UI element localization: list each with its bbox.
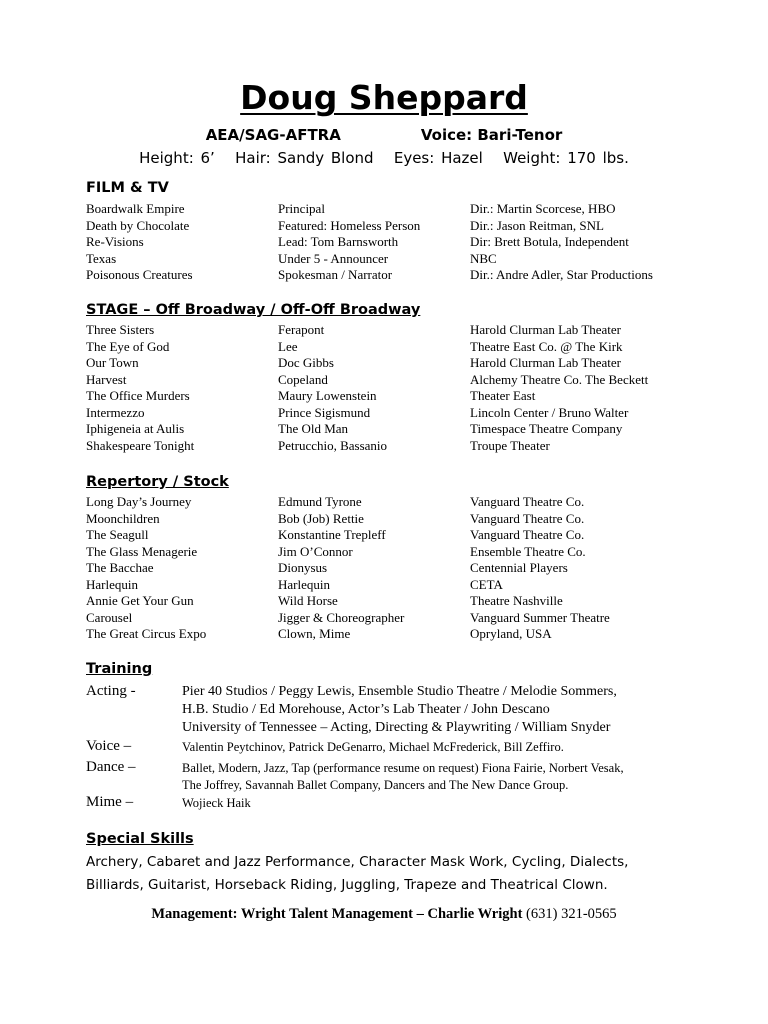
acting-line: Pier 40 Studios / Peggy Lewis, Ensemble Studio Theatre / Melodie Sommers, <box>182 684 617 699</box>
repertory-row <box>86 527 726 544</box>
voice-type: Voice: Bari-Tenor <box>420 126 563 144</box>
production-title: Boardwalk Empire <box>86 201 185 216</box>
union-voice-line <box>0 126 768 144</box>
actor-name: Doug Sheppard <box>240 78 528 117</box>
stage-row <box>86 322 726 339</box>
film-tv-heading: FILM & TV <box>86 180 169 196</box>
voice-training: Valentin Peytchinov, Patrick DeGenarro, Michael McFrederick, Bill Zeffiro. <box>182 740 564 754</box>
production-title: The Eye of God <box>86 338 170 354</box>
voice-label: Voice – <box>86 738 132 754</box>
production-title: The Office Murders <box>86 388 190 403</box>
role: Jigger & Choreographer <box>278 609 405 625</box>
company: Vanguard Theatre Co. <box>470 510 585 526</box>
role: Bob (Job) Rettie <box>278 510 364 526</box>
acting-line: University of Tennessee – Acting, Directing & Playwriting / William Snyder <box>182 720 611 735</box>
stage-row <box>86 372 726 389</box>
skills-line: Billiards, Guitarist, Horseback Riding, Juggling, Trapeze and Theatrical Clown. <box>86 877 608 893</box>
production-title: The Glass Menagerie <box>86 543 198 559</box>
stage-list <box>86 322 726 454</box>
role: Featured: Homeless Person <box>278 217 421 233</box>
company: Timespace Theatre Company <box>470 421 623 436</box>
company: Troupe Theater <box>470 437 550 453</box>
company: Dir.: Andre Adler, Star Productions <box>470 267 653 282</box>
management-label: Management: Wright Talent Management – Charlie Wright <box>151 906 523 922</box>
role: Principal <box>278 201 325 216</box>
company: Centennial Players <box>470 560 568 575</box>
role: Wild Horse <box>278 593 338 608</box>
skills-heading: Special Skills <box>86 831 194 847</box>
role: Ferapont <box>278 322 325 337</box>
stage-row <box>86 438 726 455</box>
role: Doc Gibbs <box>278 355 334 370</box>
stage-heading: STAGE – Off Broadway / Off-Off Broadway <box>86 302 421 318</box>
acting-line: H.B. Studio / Ed Morehouse, Actor’s Lab Theater / John Descano <box>182 702 550 717</box>
production-title: Moonchildren <box>86 510 160 526</box>
production-title: The Great Circus Expo <box>86 626 207 641</box>
company: Harold Clurman Lab Theater <box>470 355 622 370</box>
company: Alchemy Theatre Co. The Beckett <box>470 371 649 387</box>
production-title: Poisonous Creatures <box>86 267 193 282</box>
physical-stats: Height: 6’ Hair: Sandy Blond Eyes: Hazel Weight: 170 lbs. <box>139 149 629 167</box>
stage-row <box>86 421 726 438</box>
company: Vanguard Theatre Co. <box>470 527 585 542</box>
film-tv-list <box>86 201 726 284</box>
company: Lincoln Center / Bruno Walter <box>470 404 629 420</box>
dance-line: Ballet, Modern, Jazz, Tap (performance resume on request) Fiona Fairie, Norbert Vesak, <box>182 761 624 775</box>
role: Lee <box>278 338 298 354</box>
repertory-heading: Repertory / Stock <box>86 474 229 490</box>
production-title: Iphigeneia at Aulis <box>86 421 185 436</box>
acting-label: Acting - <box>86 683 136 699</box>
film-tv-row <box>86 234 726 251</box>
production-title: Annie Get Your Gun <box>86 593 194 608</box>
role: Spokesman / Narrator <box>278 267 393 282</box>
role: Konstantine Trepleff <box>278 527 386 542</box>
production-title: Three Sisters <box>86 322 155 337</box>
company: NBC <box>470 250 497 266</box>
company: Dir: Brett Botula, Independent <box>470 234 629 249</box>
role: Lead: Tom Barnsworth <box>278 234 399 249</box>
repertory-row <box>86 593 726 610</box>
production-title: Long Day’s Journey <box>86 494 192 509</box>
production-title: Our Town <box>86 355 139 370</box>
production-title: Re-Visions <box>86 234 144 249</box>
company: Theater East <box>470 388 536 403</box>
repertory-row <box>86 544 726 561</box>
role: Prince Sigismund <box>278 404 371 420</box>
repertory-row <box>86 560 726 577</box>
repertory-row <box>86 610 726 627</box>
company: Opryland, USA <box>470 626 552 641</box>
role: Jim O’Connor <box>278 543 353 559</box>
company: Vanguard Theatre Co. <box>470 494 585 509</box>
stage-row <box>86 388 726 405</box>
company: Dir.: Martin Scorcese, HBO <box>470 201 616 216</box>
company: Dir.: Jason Reitman, SNL <box>470 217 604 233</box>
training-heading: Training <box>86 661 153 677</box>
role: Dionysus <box>278 560 328 575</box>
film-tv-row <box>86 201 726 218</box>
film-tv-row <box>86 251 726 268</box>
company: Vanguard Summer Theatre <box>470 609 610 625</box>
dance-label: Dance – <box>86 759 136 775</box>
management-phone: (631) 321-0565 <box>526 906 617 922</box>
role: Clown, Mime <box>278 626 351 641</box>
production-title: Harvest <box>86 371 127 387</box>
production-title: The Bacchae <box>86 560 154 575</box>
dance-line: The Joffrey, Savannah Ballet Company, Dancers and The New Dance Group. <box>182 778 569 792</box>
production-title: Texas <box>86 250 117 266</box>
role: Copeland <box>278 371 328 387</box>
production-title: Harlequin <box>86 576 138 592</box>
stage-row <box>86 339 726 356</box>
role: Maury Lowenstein <box>278 388 377 403</box>
production-title: The Seagull <box>86 527 149 542</box>
repertory-row <box>86 577 726 594</box>
repertory-row <box>86 626 726 643</box>
company: Theatre East Co. @ The Kirk <box>470 338 623 354</box>
production-title: Shakespeare Tonight <box>86 437 195 453</box>
stage-row <box>86 405 726 422</box>
company: Ensemble Theatre Co. <box>470 543 586 559</box>
mime-training: Wojieck Haik <box>182 796 251 810</box>
management-line <box>0 906 768 923</box>
role: Petrucchio, Bassanio <box>278 437 388 453</box>
stage-row <box>86 355 726 372</box>
production-title: Intermezzo <box>86 404 145 420</box>
film-tv-row <box>86 218 726 235</box>
role: Harlequin <box>278 576 330 592</box>
production-title: Carousel <box>86 609 133 625</box>
repertory-row <box>86 511 726 528</box>
company: Harold Clurman Lab Theater <box>470 322 622 337</box>
union-affiliation: AEA/SAG-AFTRA <box>205 126 341 144</box>
mime-label: Mime – <box>86 794 134 810</box>
skills-line: Archery, Cabaret and Jazz Performance, Character Mask Work, Cycling, Dialects, <box>86 854 629 870</box>
company: CETA <box>470 576 503 592</box>
company: Theatre Nashville <box>470 593 563 608</box>
repertory-row <box>86 494 726 511</box>
role: Under 5 - Announcer <box>278 250 389 266</box>
production-title: Death by Chocolate <box>86 217 190 233</box>
repertory-list <box>86 494 726 643</box>
film-tv-row <box>86 267 726 284</box>
role: Edmund Tyrone <box>278 494 362 509</box>
role: The Old Man <box>278 421 349 436</box>
